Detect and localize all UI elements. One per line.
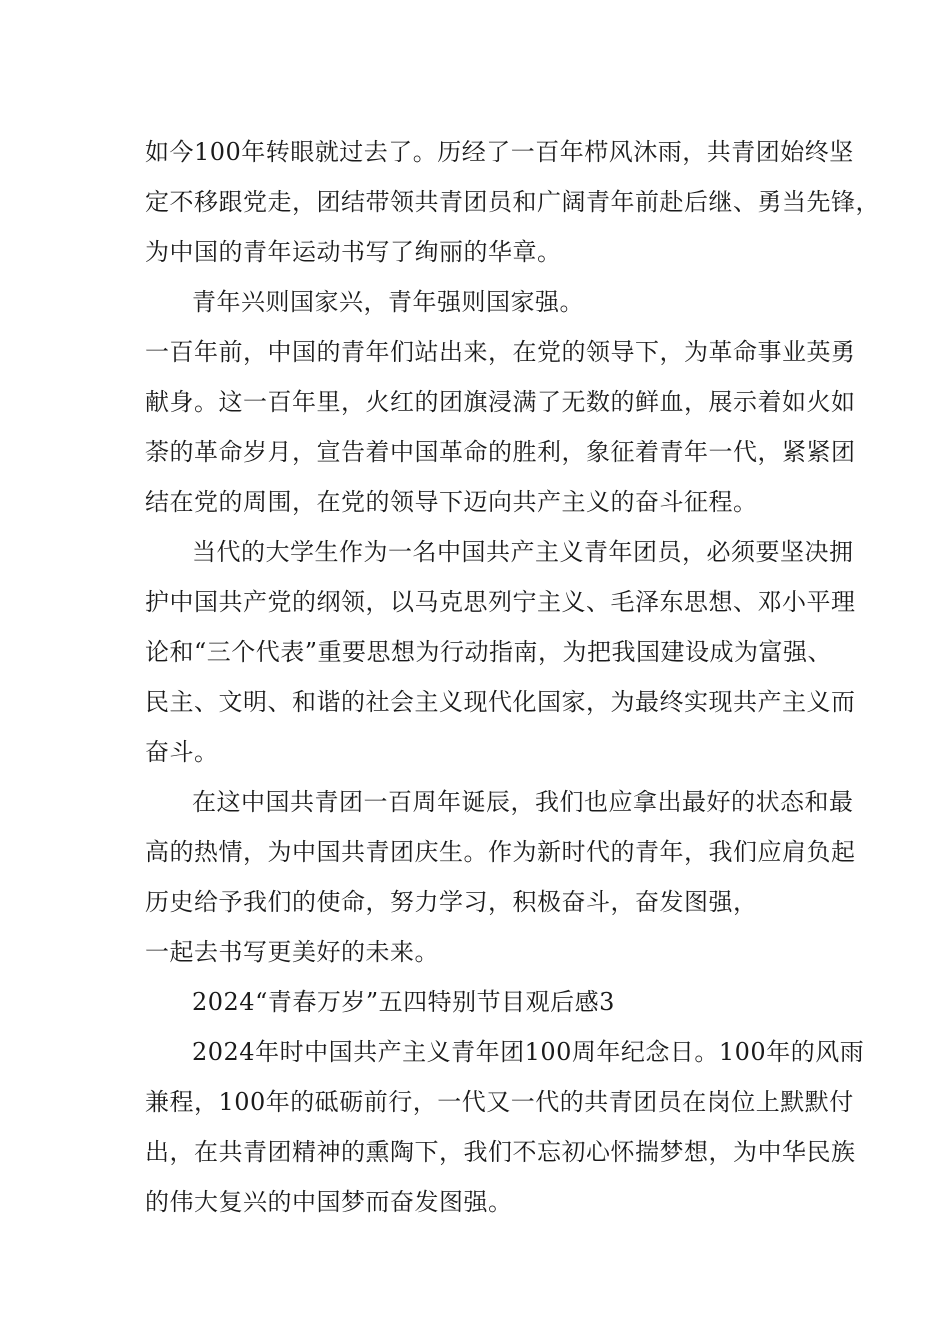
- section-heading: 2024“青春万岁”五四特别节目观后感3: [192, 988, 615, 1016]
- text-line: 论和“三个代表”重要思想为行动指南，为把我国建设成为富强、: [145, 638, 833, 666]
- text-line: 2024年时中国共产主义青年团100周年纪念日。100年的风雨: [192, 1038, 865, 1066]
- text-line: 民主、文明、和谐的社会主义现代化国家，为最终实现共产主义而: [145, 688, 856, 716]
- text-line: 当代的大学生作为一名中国共产主义青年团员，必须要坚决拥: [192, 538, 854, 566]
- text-line: 定不移跟党走，团结带领共青团员和广阔青年前赴后继、勇当先锋，: [145, 188, 880, 216]
- text-line: 如今100年转眼就过去了。历经了一百年栉风沐雨，共青团始终坚: [145, 138, 854, 166]
- text-line: 高的热情，为中国共青团庆生。作为新时代的青年，我们应肩负起: [145, 838, 856, 866]
- text-line: 出，在共青团精神的熏陶下，我们不忘初心怀揣梦想，为中华民族: [145, 1138, 856, 1166]
- text-line: 结在党的周围，在党的领导下迈向共产主义的奋斗征程。: [145, 488, 758, 516]
- text-line: 献身。这一百年里，火红的团旗浸满了无数的鲜血，展示着如火如: [145, 388, 856, 416]
- text-line: 的伟大复兴的中国梦而奋发图强。: [145, 1188, 513, 1216]
- text-line: 历史给予我们的使命，努力学习，积极奋斗，奋发图强，: [145, 888, 758, 916]
- text-line: 在这中国共青团一百周年诞辰，我们也应拿出最好的状态和最: [192, 788, 854, 816]
- text-line: 青年兴则国家兴，青年强则国家强。: [192, 288, 584, 316]
- text-line: 奋斗。: [145, 738, 219, 766]
- text-line: 护中国共产党的纲领，以马克思列宁主义、毛泽东思想、邓小平理: [145, 588, 856, 616]
- text-line: 一百年前，中国的青年们站出来，在党的领导下，为革命事业英勇: [145, 338, 856, 366]
- text-line: 兼程，100年的砥砺前行，一代又一代的共青团员在岗位上默默付: [145, 1088, 854, 1116]
- text-line: 荼的革命岁月，宣告着中国革命的胜利，象征着青年一代，紧紧团: [145, 438, 856, 466]
- text-line: 一起去书写更美好的未来。: [145, 938, 439, 966]
- text-line: 为中国的青年运动书写了绚丽的华章。: [145, 238, 562, 266]
